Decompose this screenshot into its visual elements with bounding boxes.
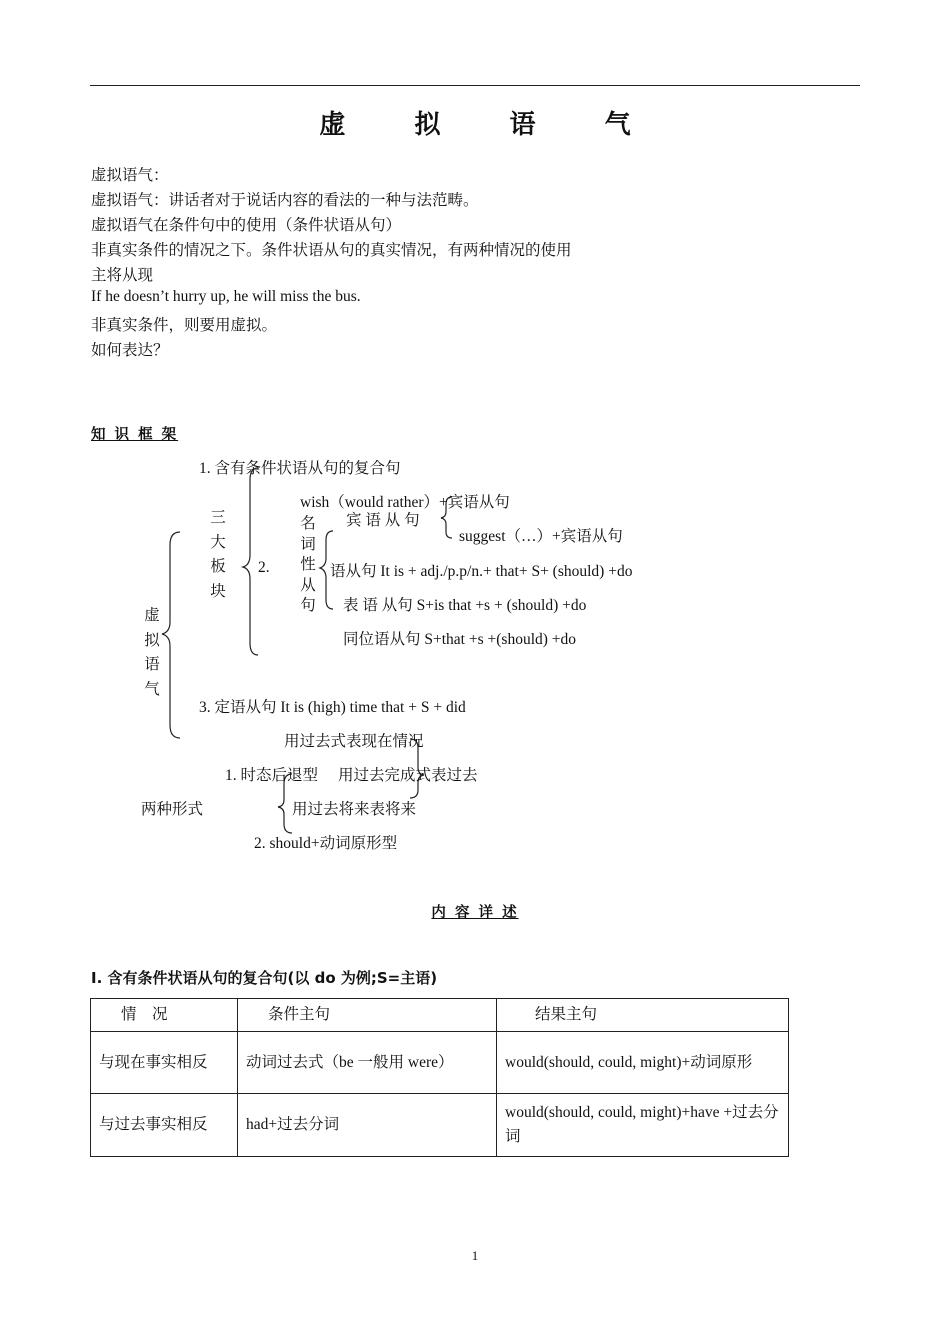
appositive-clause: 同位语从句 S+that +s +(should) +do: [343, 631, 577, 648]
table-header-row: [91, 999, 789, 1032]
predicative-clause: 表 语 从句 S+is that +s + (should) +do: [343, 597, 587, 614]
form-1-label: 1. 时态后退型: [225, 767, 319, 784]
intro-line: 主将从现: [91, 267, 154, 284]
framework-root-label: 虚拟语气: [144, 607, 160, 698]
object-clause-label: 宾 语 从 句: [346, 512, 420, 529]
intro-line: If he doesn’t hurry up, he will miss the bus.: [91, 288, 361, 305]
table-cell: would(should, could, might)+动词原形: [497, 1032, 789, 1094]
two-forms-label: 两种形式: [141, 801, 204, 818]
framework-heading: 知 识 框 架: [91, 427, 179, 443]
table-cell: had+过去分词: [238, 1094, 497, 1157]
framework-item-3: 3. 定语从句 It is (high) time that + S + did: [199, 699, 466, 716]
intro-line: 非真实条件，则要用虚拟。: [91, 317, 278, 334]
past-future-future: 用过去将来表将来: [292, 801, 417, 818]
intro-line: 非真实条件的情况之下。条件状语从句的真实情况，有两种情况的使用: [91, 242, 572, 259]
section-1-title: I. 含有条件状语从句的复合句(以 do 为例;S=主语): [91, 969, 438, 987]
page-title: 虚 拟 语 气: [319, 110, 661, 140]
intro-line: 如何表达？: [91, 342, 169, 359]
table-header-cell: 情 况: [91, 999, 238, 1032]
subject-clause: 语从句 It is + adj./p.p/n.+ that+ S+ (should) +do: [330, 563, 633, 580]
past-tense-present: 用过去式表现在情况: [284, 733, 424, 750]
table-row: [91, 1094, 789, 1157]
conditional-table: [90, 998, 789, 1157]
intro-line: 虚拟语气：: [91, 167, 169, 184]
page-number: 1: [471, 1248, 479, 1263]
table-row: [91, 1032, 789, 1094]
form-2-label: 2. should+动词原形型: [254, 835, 398, 852]
table-header-cell: 条件主句: [238, 999, 497, 1032]
table-header-cell: 结果主句: [497, 999, 789, 1032]
intro-line: 虚拟语气在条件句中的使用（条件状语从句）: [91, 217, 402, 234]
framework-item-2-num: 2.: [258, 559, 270, 576]
framework-item-1: 1. 含有条件状语从句的复合句: [199, 460, 401, 477]
table-cell: would(should, could, might)+have +过去分词: [497, 1094, 789, 1157]
table-cell: 动词过去式（be 一般用 were）: [238, 1032, 497, 1094]
noun-clause-label: 名词性从句: [300, 515, 316, 614]
suggest-clause: suggest（…）+宾语从句: [459, 528, 623, 545]
wish-clause: wish（would rather）+宾语从句: [300, 494, 510, 511]
three-blocks-label: 三大板块: [210, 509, 226, 600]
table-cell: 与现在事实相反: [91, 1032, 238, 1094]
content-heading: 内 容 详 述: [431, 905, 519, 921]
past-perfect-past: 用过去完成式表过去: [338, 767, 478, 784]
table-cell: 与过去事实相反: [91, 1094, 238, 1157]
intro-line: 虚拟语气：讲话者对于说话内容的看法的一种与法范畴。: [91, 192, 479, 209]
